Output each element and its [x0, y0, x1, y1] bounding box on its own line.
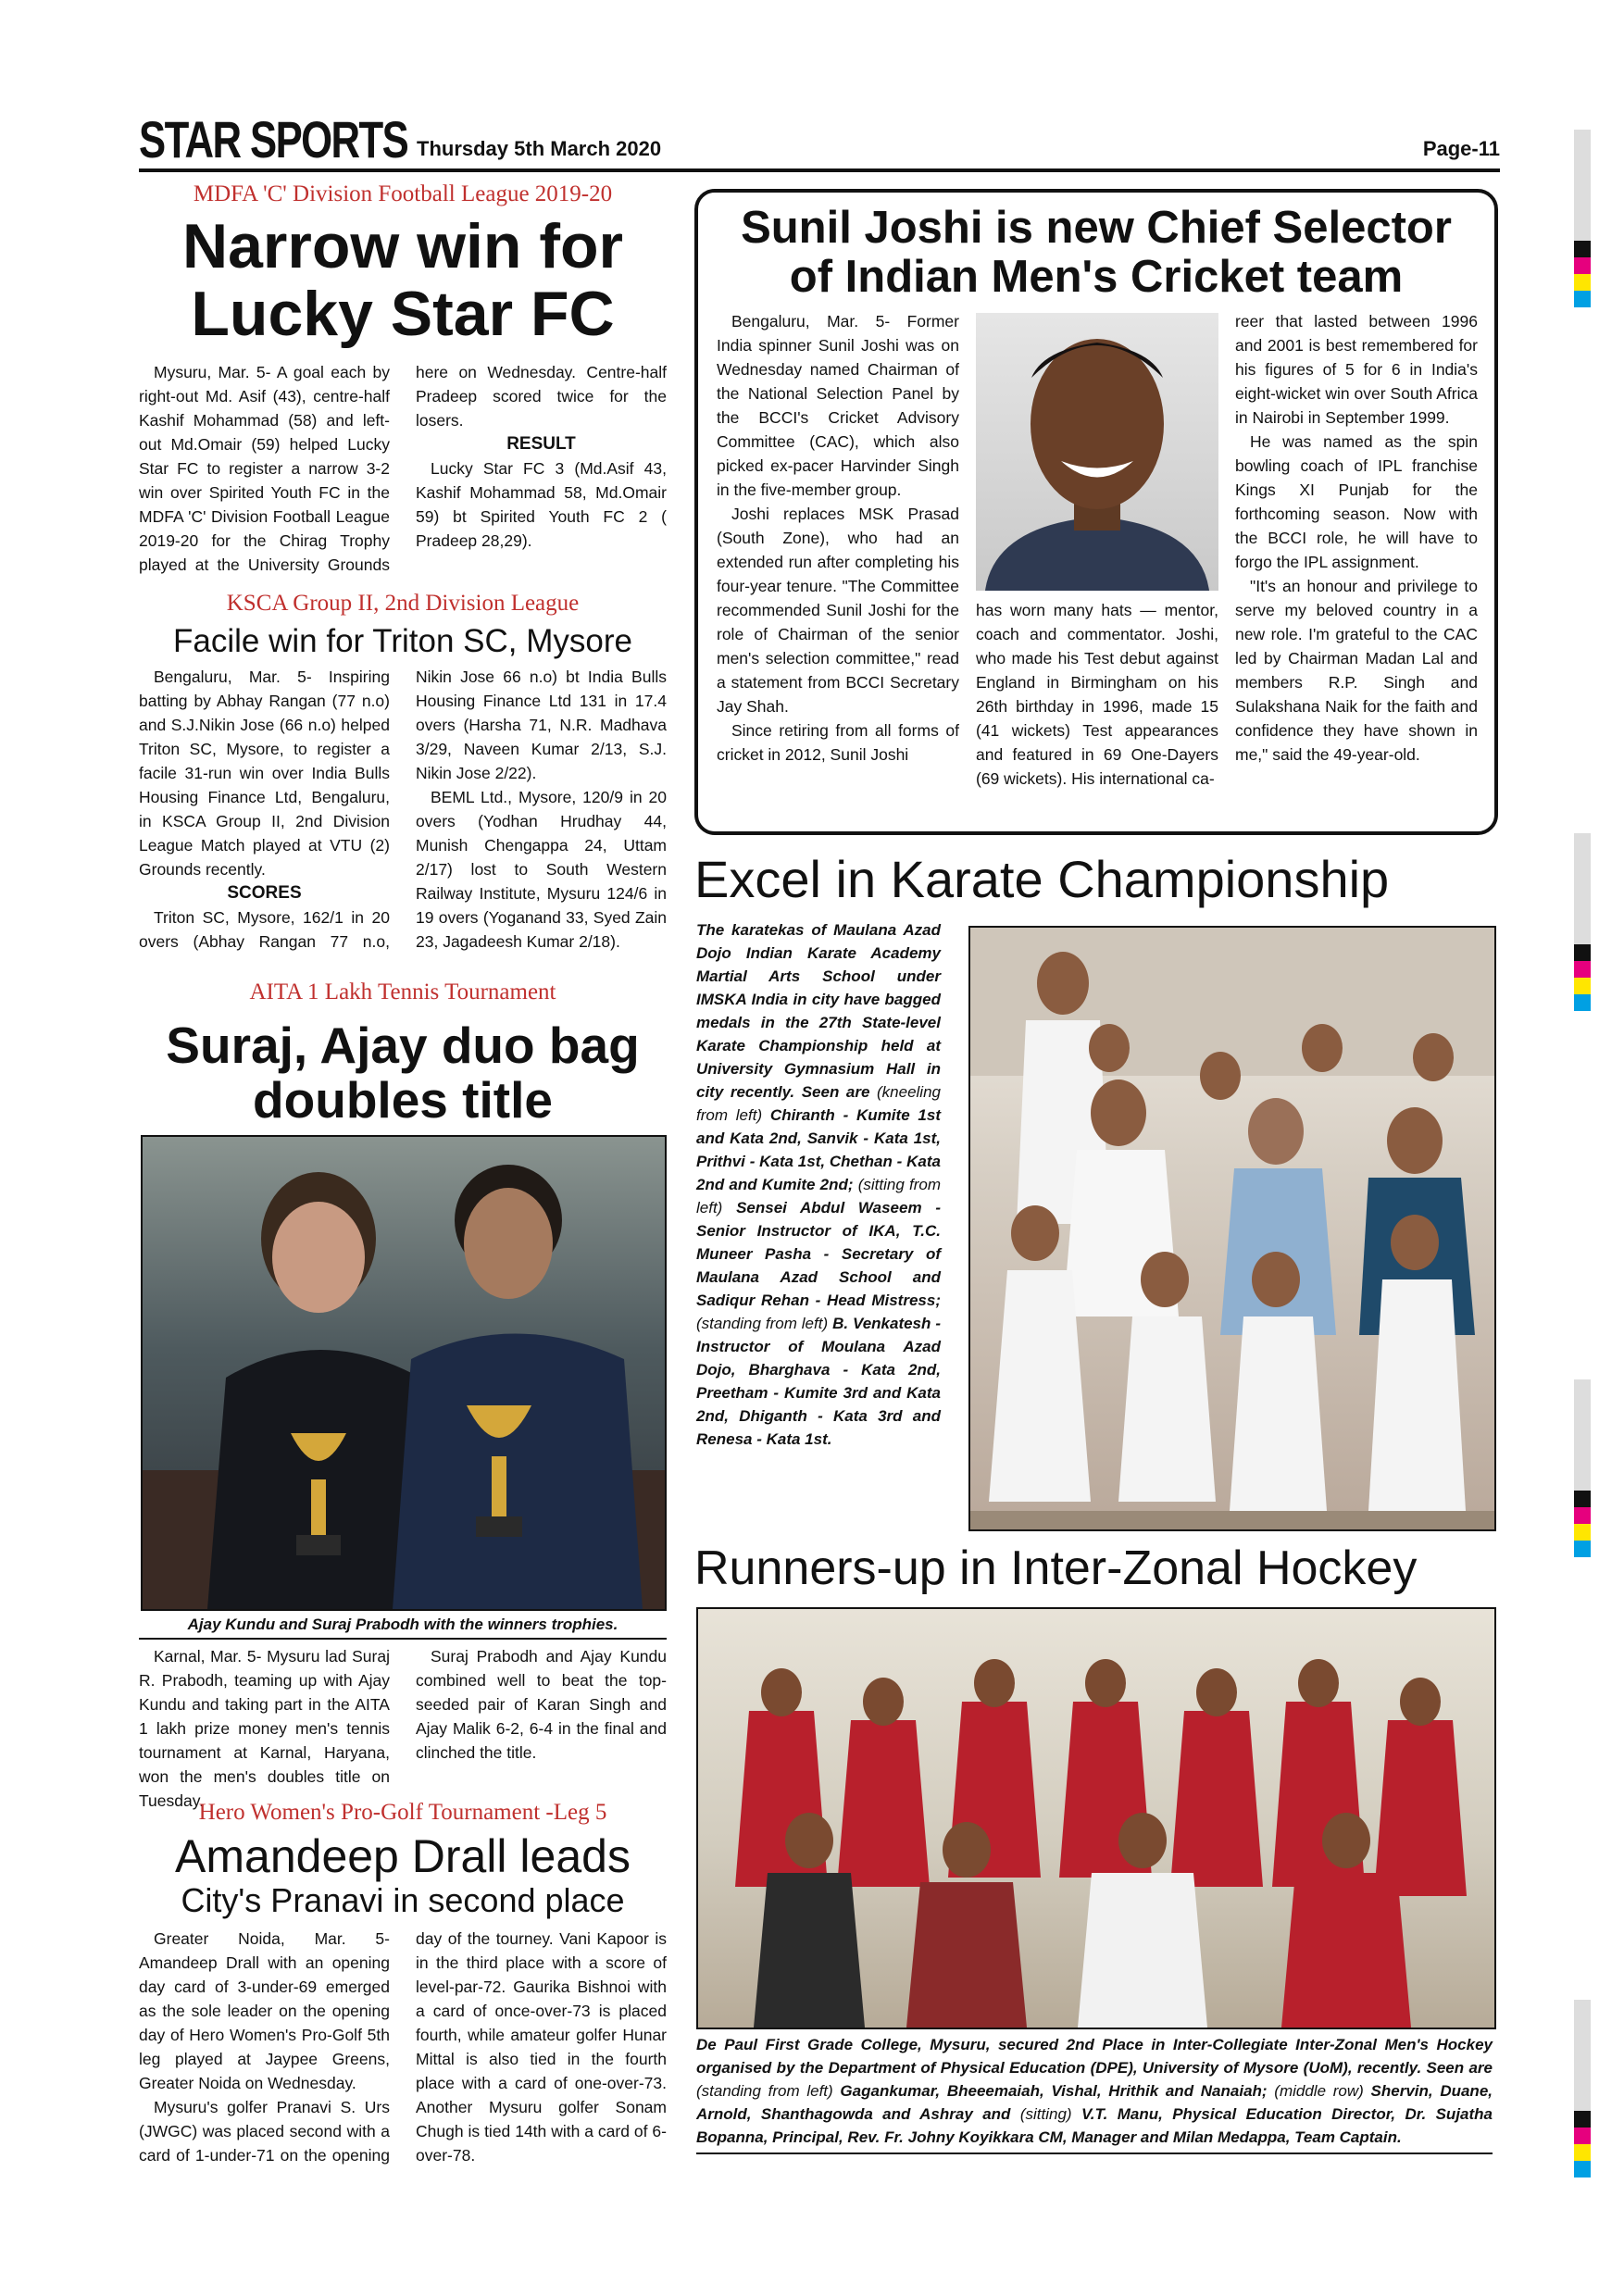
- karate-headline: Excel in Karate Championship: [694, 850, 1390, 908]
- tennis-paragraph-2: Suraj Prabodh and Ajay Kundu combined well to beat the top-seeded pair of Karan Singh and Ajay Malik 6-2, 6-4 in the final and clinched the title.: [416, 1647, 667, 1762]
- joshi-column-3: [1235, 309, 1478, 767]
- ksca-paragraph: Bengaluru, Mar. 5- Inspiring batting by Abhay Rangan (77 n.o) and S.J.Nikin Jose (66 n.o) helped Triton SC, Mysore, to register a facile 31-run win over India Bulls Housing Finance Ltd, Bengaluru, in KSCA Group II, 2nd Division League Match played at VTU (2) Grounds recently.: [139, 667, 390, 879]
- karate-caption-d: (sitting from left): [696, 1176, 941, 1217]
- hockey-headline: Runners-up in Inter-Zonal Hockey: [694, 1541, 1418, 1595]
- karate-photo: [968, 926, 1496, 1531]
- golf-body: [139, 1927, 667, 2167]
- karate-caption-b: (kneeling from left): [696, 1083, 941, 1124]
- golf-paragraph-1: Greater Noida, Mar. 5- Amandeep Drall with an opening day card of 3-under-69 emerged as the sole leader on the opening day of Hero Women's Pro-Golf 5th leg played at Jaypee Greens, Greater Noida on Wednesday.: [139, 1928, 390, 2092]
- karate-caption-a: The karatekas of Maulana Azad Dojo Indian Karate Academy Martial Arts School under IMSKA India in city have bagged medals in the 27th State-level Karate Championship held at University Gymnasium Hall in city recently. Seen are: [696, 921, 941, 1101]
- page-number: Page-11: [1422, 137, 1500, 160]
- joshi-paragraph-6: He was named as the spin bowling coach of IPL franchise Kings XI Punjab for the forthcoming season. Now with the BCCI role, he will have to forgo the IPL assignment.: [1235, 432, 1478, 571]
- joshi-paragraph-3: Since retiring from all forms of cricket in 2012, Sunil Joshi: [717, 721, 959, 764]
- karate-caption: [696, 918, 941, 1451]
- ksca-score-2: BEML Ltd., Mysore, 120/9 in 20 overs (Yodhan Hrudhay 44, Munish Chengappa 24, Uttam 2/17) lost to South Western Railway Institute, Mysuru 124/6 in 19 overs (Yoganand 33, Syed Zain 23, Jagadeesh Kumar 2/18).: [416, 787, 667, 951]
- hockey-photo: [696, 1607, 1496, 2029]
- tennis-headline-line-1: Suraj, Ajay duo bag: [166, 1017, 640, 1074]
- football-result-label: RESULT: [506, 433, 576, 454]
- registration-marks-low: [1574, 1379, 1591, 1557]
- golf-subhead: City's Pranavi in second place: [181, 1881, 625, 1919]
- joshi-paragraph-1: Bengaluru, Mar. 5- Former India spinner Sunil Joshi was on Wednesday named Chairman of the National Selection Panel by the BCCI's Cricket Advisory Committee (CAC), which also picked ex-pacer Harvinder Singh in the five-member group.: [717, 312, 959, 499]
- football-headline: [139, 213, 667, 349]
- joshi-paragraph-4: has worn many hats — mentor, coach and commentator. Joshi, who made his Test debut against England in Birmingham on his 26th birthday in 1996, made 15 (41 wickets) Test appearances and featured in 69 One-Dayers (69 wickets). His international ca-: [976, 601, 1218, 788]
- joshi-headline-line-1: Sunil Joshi is new Chief Selector: [741, 203, 1452, 253]
- ksca-body: [139, 665, 667, 954]
- hockey-caption-e: Shervin, Duane, Arnold, Shanthagowda and Ashray and: [696, 2082, 1493, 2123]
- football-kicker: MDFA 'C' Division Football League 2019-20: [193, 181, 613, 206]
- hockey-caption-a: De Paul First Grade College, Mysuru, secured 2nd Place in Inter-Collegiate Inter-Zonal Men's Hockey organised by the Department of Physical Education (DPE), University of Mysore (UoM), recently. Seen are: [696, 2036, 1493, 2077]
- hockey-caption-c: Gagankumar, Bheeemaiah, Vishal, Hrithik and Nanaiah;: [840, 2082, 1268, 2100]
- ksca-kicker: KSCA Group II, 2nd Division League: [226, 591, 580, 616]
- karate-caption-e: Sensei Abdul Waseem - Senior Instructor of IKA, T.C. Muneer Pasha - Secretary of Maulana Azad School and Sadiqur Rehan - Head Mistress;: [696, 1199, 941, 1309]
- football-story: [139, 181, 667, 577]
- brand-logo: STAR SPORTS: [139, 110, 408, 168]
- joshi-paragraph-2: Joshi replaces MSK Prasad (South Zone), who had an extended run after completing his four-year tenure. "The Committee recommended Sunil Joshi for the role of Chairman of the senior men's selection committee," read a statement from BCCI Secretary Jay Shah.: [717, 505, 959, 716]
- joshi-headline: [698, 204, 1494, 302]
- tennis-headline-line-2: doubles title: [253, 1071, 553, 1129]
- golf-headline: Amandeep Drall leads: [175, 1830, 631, 1882]
- karate-caption-g: B. Venkatesh - Instructor of Moulana Azad Dojo, Bharghava - Kata 2nd, Preetham - Kumite 3rd and Kata 2nd, Dhiganth - Kata 3rd and Renesa - Kata 1st.: [696, 1315, 941, 1448]
- tennis-headline: [139, 1018, 667, 1129]
- football-body: [139, 360, 667, 577]
- football-paragraph: Mysuru, Mar. 5- A goal each by right-out Md. Asif (43), centre-half Kashif Mohammad (58) and left-out Md.Omair (59) helped Lucky Star FC to register a narrow 3-2 win over Spirited Youth FC in the MDFA 'C' Division Football League 2019-20 for the Chirag Trophy played at the University Grounds here on Wednesday. Centre-half Pradeep scored twice for the losers.: [139, 362, 667, 574]
- karate-caption-c: Chiranth - Kumite 1st and Kata 2nd, Sanvik - Kata 1st, Prithvi - Kata 1st, Chethan - Kata 2nd and Kumite 2nd;: [696, 1106, 942, 1193]
- joshi-story-box: [694, 189, 1498, 835]
- dateline: Thursday 5th March 2020: [417, 137, 662, 160]
- karate-group-illustration: [970, 928, 1494, 1529]
- football-result: Lucky Star FC 3 (Md.Asif 43, Kashif Mohammad 58, Md.Omair 59) bt Spirited Youth FC 2 ( Pradeep 28,29).: [416, 458, 667, 550]
- joshi-headline-line-2: of Indian Men's Cricket team: [789, 251, 1404, 302]
- tennis-body: [139, 1644, 667, 1813]
- football-headline-line-2: Lucky Star FC: [191, 279, 615, 350]
- golf-kicker: Hero Women's Pro-Golf Tournament -Leg 5: [198, 1800, 607, 1825]
- ksca-score-1: Triton SC, Mysore, 162/1 in 20 overs (Abhay Rangan 77 n.o, Nikin Jose 66 n.o) bt India Bulls Housing Finance Ltd 131 in 17.4 overs (Harsha 71, N.R. Madhava 3/29, Naveen Kumar 2/13, S.J. Nikin Jose 2/22).: [139, 667, 667, 951]
- hockey-caption-f: (sitting): [1019, 2105, 1072, 2123]
- tennis-story: [139, 980, 667, 1129]
- joshi-paragraph-7: "It's an honour and privilege to serve my beloved country in a new role. I'm grateful to the CAC led by Chairman Madan Lal and members R.P. Singh and Sulakshana Naik for the faith and confidence they have shown in me," said the 49-year-old.: [1235, 577, 1478, 764]
- joshi-portrait: [976, 313, 1218, 591]
- hockey-team-illustration: [698, 1609, 1494, 2028]
- hockey-caption: [696, 2033, 1493, 2154]
- joshi-column-2: [976, 598, 1218, 791]
- tennis-paragraph-1: Karnal, Mar. 5- Mysuru lad Suraj R. Prabodh, teaming up with Ajay Kundu and taking part in the AITA 1 lakh prize money men's tennis tournament at Karnal, Haryana, won the men's doubles title on Tuesday.: [139, 1647, 390, 1810]
- tennis-players-illustration: [143, 1137, 665, 1609]
- hockey-caption-b: (standing from left): [696, 2082, 833, 2100]
- tennis-kicker: AITA 1 Lakh Tennis Tournament: [249, 980, 556, 1004]
- golf-story: [139, 1800, 667, 2167]
- joshi-column-1: [717, 309, 959, 767]
- registration-marks-bottom: [1574, 2000, 1591, 2177]
- tennis-photo: [141, 1135, 667, 1611]
- registration-marks-mid: [1574, 833, 1591, 1011]
- portrait-illustration: [976, 313, 1218, 591]
- masthead: [139, 104, 1500, 172]
- golf-paragraph-2: Mysuru's golfer Pranavi S. Urs (JWGC) was placed second with a card of 1-under-71 on the opening day of the tourney. Vani Kapoor is in the third place with a score of level-par-72. Gaurika Bishnoi with a card of once-over-73 is placed fourth, while amateur golfer Hunar Mittal is also tied in the fourth place with a card of one-over-73. Another Mysuru golfer Sonam Chugh is tied 14th with a card of 6-over-78.: [139, 1928, 667, 2165]
- hockey-caption-d: (middle row): [1274, 2082, 1364, 2100]
- football-headline-line-1: Narrow win for: [181, 211, 624, 281]
- hockey-caption-g: V.T. Manu, Physical Education Director, Dr. Sujatha Bopanna, Principal, Rev. Fr. Johny Koyikkara CM, Manager and Milan Medappa, Team Captain.: [696, 2105, 1493, 2146]
- ksca-headline: Facile win for Triton SC, Mysore: [173, 623, 632, 659]
- ksca-scores-label: SCORES: [227, 882, 302, 903]
- tennis-caption: Ajay Kundu and Suraj Prabodh with the winners trophies.: [139, 1613, 667, 1640]
- joshi-paragraph-5: reer that lasted between 1996 and 2001 is best remembered for his figures of 5 for 6 in India's eight-wicket win over South Africa in Nairobi in September 1999.: [1235, 312, 1478, 427]
- karate-caption-f: (standing from left): [696, 1315, 829, 1332]
- ksca-story: [139, 591, 667, 954]
- registration-marks-top: [1574, 130, 1591, 307]
